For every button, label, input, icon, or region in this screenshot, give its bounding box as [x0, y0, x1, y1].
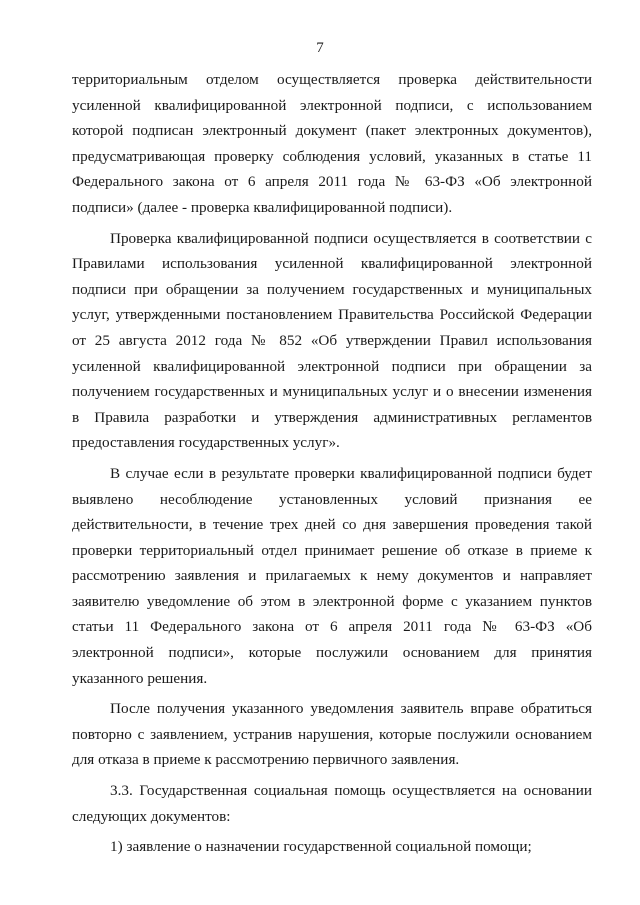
- page-number: 7: [316, 40, 324, 56]
- text-line: получением государственных и муниципальных услуг и о внесении изменения: [72, 383, 592, 401]
- paragraph: [72, 67, 592, 221]
- text-line: статьи 11 Федерального закона от 6 апреля 2011 года № 63-ФЗ «Об: [72, 618, 592, 636]
- text-line: рассмотрению заявления и прилагаемых к нему документов и направляет: [72, 567, 592, 585]
- paragraph: [72, 461, 592, 691]
- text-line: Федерального закона от 6 апреля 2011 года № 63-ФЗ «Об электронной: [72, 173, 592, 191]
- text-line: усиленной квалифицированной электронной подписи, с использованием: [72, 96, 592, 114]
- text-line: усиленной квалифицированной электронной подписи при обращении за: [72, 357, 592, 375]
- text-line: В случае если в результате проверки квалифицированной подписи будет: [110, 464, 592, 482]
- text-line: указанного решения.: [72, 669, 208, 687]
- text-line: которой подписан электронный документ (пакет электронных документов),: [72, 122, 592, 140]
- document-body: [72, 67, 592, 860]
- text-line: территориальным отделом осуществляется проверка действительности: [72, 71, 592, 88]
- paragraph: [72, 226, 592, 456]
- text-line: в Правила разработки и утверждения административных регламентов: [72, 408, 592, 426]
- text-line: услуг, утвержденными постановлением Правительства Российской Федерации: [72, 306, 592, 324]
- text-line: После получения указанного уведомления заявитель вправе обратиться: [110, 700, 592, 718]
- text-line: Проверка квалифицированной подписи осуществляется в соответствии с: [110, 229, 592, 247]
- text-line: повторно с заявлением, устранив нарушения, которые послужили основанием: [72, 725, 592, 743]
- paragraph: [72, 696, 592, 773]
- paragraph: [72, 778, 592, 829]
- text-line: действительности, в течение трех дней со дня завершения проведения такой: [72, 516, 592, 534]
- text-line: подписи» (далее - проверка квалифицированной подписи).: [72, 198, 453, 216]
- text-line: предоставления государственных услуг».: [72, 434, 340, 452]
- text-line: 1) заявление о назначении государственной социальной помощи;: [110, 838, 532, 856]
- text-line: электронной подписи», которые послужили основанием для принятия: [72, 644, 592, 662]
- text-line: выявлено несоблюдение установленных условий признания ее: [72, 490, 592, 508]
- text-line: от 25 августа 2012 года № 852 «Об утверждении Правил использования: [72, 331, 592, 349]
- text-line: заявителю уведомление об этом в электронной форме с указанием пунктов: [72, 592, 592, 610]
- text-line: подписи при обращении за получением государственных и муниципальных: [72, 280, 592, 298]
- text-line: 3.3. Государственная социальная помощь осуществляется на основании: [110, 782, 592, 800]
- text-line: проверки территориальный отдел принимает решение об отказе в приеме к: [72, 541, 592, 559]
- text-line: предусматривающая проверку соблюдения условий, указанных в статье 11: [72, 147, 592, 165]
- text-line: для отказа в приеме к рассмотрению первичного заявления.: [72, 751, 460, 769]
- text-line: Правилами использования усиленной квалифицированной электронной: [72, 255, 592, 273]
- text-line: следующих документов:: [72, 807, 231, 825]
- paragraph: [72, 834, 592, 860]
